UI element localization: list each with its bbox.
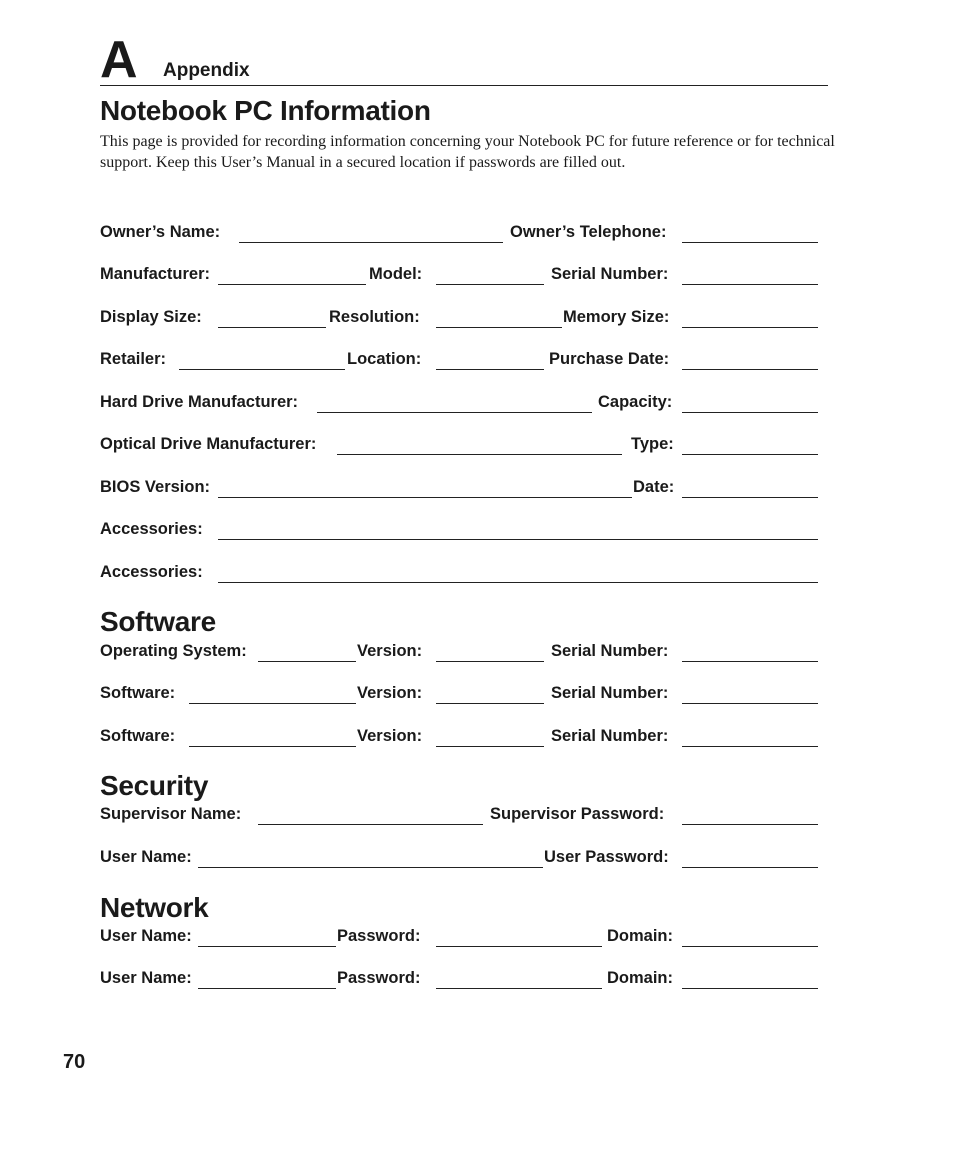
- network-user-name-label: User Name:: [100, 927, 192, 945]
- domain-field[interactable]: [682, 946, 818, 947]
- form-row-supervisor: [100, 805, 830, 827]
- capacity-label: Capacity:: [598, 393, 673, 411]
- bios-version-field[interactable]: [218, 497, 632, 498]
- version-field[interactable]: [436, 703, 544, 704]
- form-row-user: [100, 848, 830, 870]
- type-label: Type:: [631, 435, 674, 453]
- serial-number-label: Serial Number:: [551, 265, 669, 283]
- purchase-date-field[interactable]: [682, 369, 818, 370]
- memory-size-label: Memory Size:: [563, 308, 670, 326]
- form-row-operating-system: [100, 642, 830, 664]
- form-row-bios: [100, 478, 830, 500]
- serial-number-field[interactable]: [682, 284, 818, 285]
- accessories-field[interactable]: [218, 539, 818, 540]
- form-row-display: [100, 308, 830, 330]
- odd-manufacturer-label: Optical Drive Manufacturer:: [100, 435, 317, 453]
- accessories-field[interactable]: [218, 582, 818, 583]
- software-heading: Software: [100, 606, 216, 637]
- network-password-label: Password:: [337, 969, 421, 987]
- serial-number-label: Serial Number:: [551, 684, 669, 702]
- network-user-name-label: User Name:: [100, 969, 192, 987]
- domain-field[interactable]: [682, 988, 818, 989]
- memory-size-field[interactable]: [682, 327, 818, 328]
- accessories-label: Accessories:: [100, 563, 203, 581]
- network-password-field[interactable]: [436, 946, 602, 947]
- version-label: Version:: [357, 642, 423, 660]
- retailer-label: Retailer:: [100, 350, 167, 368]
- version-label: Version:: [357, 684, 423, 702]
- model-field[interactable]: [436, 284, 544, 285]
- user-name-label: User Name:: [100, 848, 192, 866]
- capacity-field[interactable]: [682, 412, 818, 413]
- form-row-owner: [100, 223, 830, 245]
- date-label: Date:: [633, 478, 675, 496]
- supervisor-name-label: Supervisor Name:: [100, 805, 242, 823]
- form-row-network: [100, 969, 830, 991]
- owner-name-label: Owner’s Name:: [100, 223, 221, 241]
- operating-system-field[interactable]: [258, 661, 356, 662]
- intro-paragraph: This page is provided for recording information concerning your Notebook PC for future reference or for technical support. Keep this User’s Manual in a secured location if passwords are filled out.: [100, 133, 835, 171]
- accessories-label: Accessories:: [100, 520, 203, 538]
- serial-number-field[interactable]: [682, 661, 818, 662]
- appendix-header: [100, 31, 828, 89]
- supervisor-password-field[interactable]: [682, 824, 818, 825]
- version-label: Version:: [357, 727, 423, 745]
- retailer-field[interactable]: [179, 369, 345, 370]
- page-number: 70: [63, 1051, 86, 1073]
- version-field[interactable]: [436, 661, 544, 662]
- form-row-retailer: [100, 350, 830, 372]
- form-row-software: [100, 727, 830, 749]
- software-label: Software:: [100, 684, 176, 702]
- appendix-label: Appendix: [163, 60, 250, 81]
- form-row-hard-drive: [100, 393, 830, 415]
- form-row-optical-drive: [100, 435, 830, 457]
- page-title: Notebook PC Information: [100, 95, 431, 126]
- domain-label: Domain:: [607, 927, 673, 945]
- manufacturer-label: Manufacturer:: [100, 265, 211, 283]
- user-password-field[interactable]: [682, 867, 818, 868]
- form-row-software: [100, 684, 830, 706]
- bios-version-label: BIOS Version:: [100, 478, 211, 496]
- network-user-name-field[interactable]: [198, 946, 336, 947]
- serial-number-field[interactable]: [682, 703, 818, 704]
- version-field[interactable]: [436, 746, 544, 747]
- software-field[interactable]: [189, 746, 356, 747]
- software-field[interactable]: [189, 703, 356, 704]
- hdd-manufacturer-field[interactable]: [317, 412, 592, 413]
- owner-name-field[interactable]: [239, 242, 503, 243]
- serial-number-label: Serial Number:: [551, 727, 669, 745]
- network-password-label: Password:: [337, 927, 421, 945]
- serial-number-label: Serial Number:: [551, 642, 669, 660]
- supervisor-password-label: Supervisor Password:: [490, 805, 665, 823]
- date-field[interactable]: [682, 497, 818, 498]
- owner-telephone-field[interactable]: [682, 242, 818, 243]
- manufacturer-field[interactable]: [218, 284, 366, 285]
- user-password-label: User Password:: [544, 848, 669, 866]
- security-heading: Security: [100, 770, 209, 801]
- form-row-accessories: [100, 563, 830, 585]
- resolution-label: Resolution:: [329, 308, 420, 326]
- software-label: Software:: [100, 727, 176, 745]
- appendix-letter: A: [100, 31, 138, 89]
- model-label: Model:: [369, 265, 423, 283]
- domain-label: Domain:: [607, 969, 673, 987]
- resolution-field[interactable]: [436, 327, 562, 328]
- display-size-label: Display Size:: [100, 308, 202, 326]
- location-label: Location:: [347, 350, 422, 368]
- operating-system-label: Operating System:: [100, 642, 247, 660]
- display-size-field[interactable]: [218, 327, 326, 328]
- network-heading: Network: [100, 892, 209, 923]
- network-password-field[interactable]: [436, 988, 602, 989]
- serial-number-field[interactable]: [682, 746, 818, 747]
- purchase-date-label: Purchase Date:: [549, 350, 670, 368]
- hdd-manufacturer-label: Hard Drive Manufacturer:: [100, 393, 299, 411]
- form-row-network: [100, 927, 830, 949]
- form-row-accessories: [100, 520, 830, 542]
- odd-manufacturer-field[interactable]: [337, 454, 622, 455]
- location-field[interactable]: [436, 369, 544, 370]
- network-user-name-field[interactable]: [198, 988, 336, 989]
- form-row-manufacturer: [100, 265, 830, 287]
- type-field[interactable]: [682, 454, 818, 455]
- supervisor-name-field[interactable]: [258, 824, 483, 825]
- owner-telephone-label: Owner’s Telephone:: [510, 223, 667, 241]
- user-name-field[interactable]: [198, 867, 543, 868]
